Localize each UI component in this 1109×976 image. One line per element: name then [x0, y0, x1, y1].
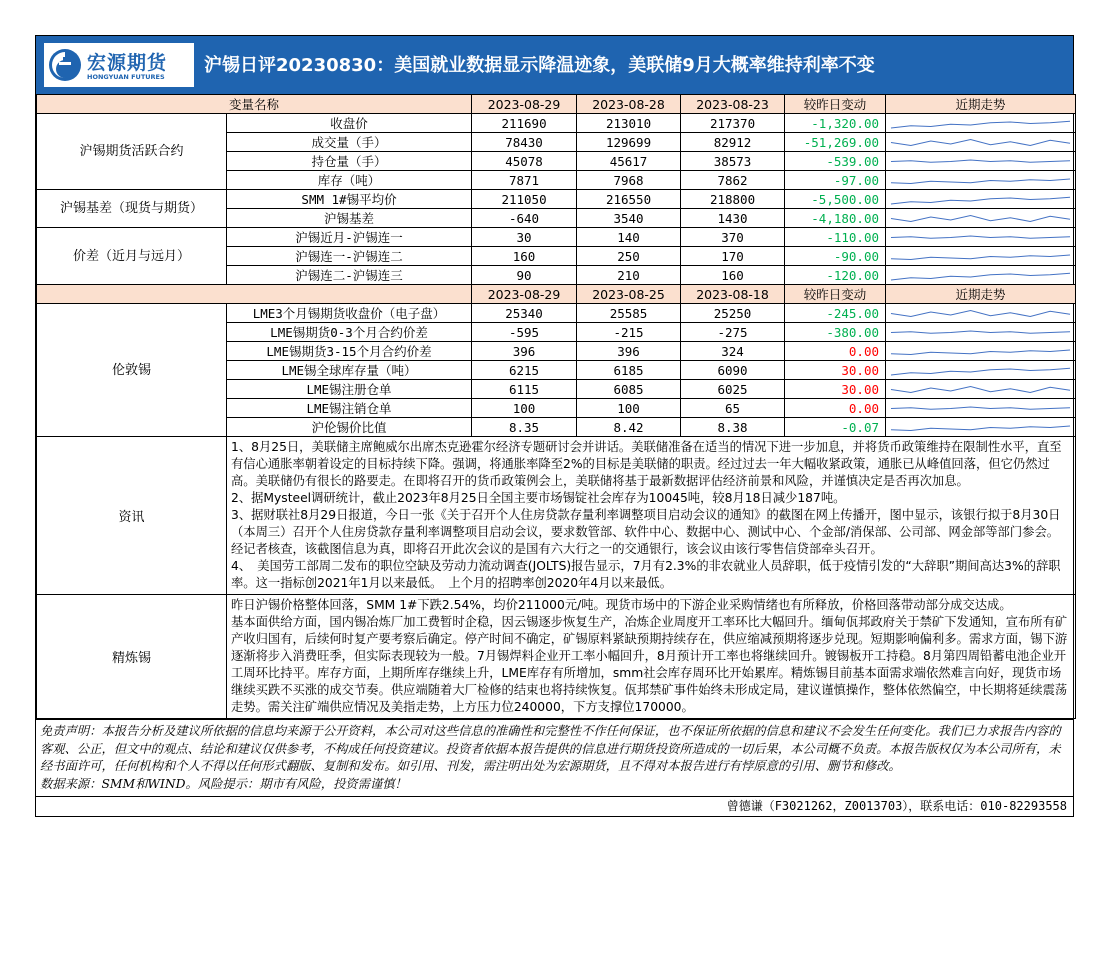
trend-sparkline: [886, 323, 1076, 342]
value-cell: 100: [472, 399, 577, 418]
sparkline-chart: [886, 267, 1075, 284]
change-cell: -4,180.00: [785, 209, 886, 228]
sparkline-line: [891, 407, 1070, 409]
change-cell: -120.00: [785, 266, 886, 285]
value-cell: 218800: [681, 190, 785, 209]
value-cell: 210: [577, 266, 681, 285]
change-cell: -90.00: [785, 247, 886, 266]
value-cell: 25250: [681, 304, 785, 323]
company-logo: [44, 43, 194, 87]
value-cell: -640: [472, 209, 577, 228]
table-row: [37, 190, 1076, 209]
value-cell: 38573: [681, 152, 785, 171]
value-cell: 6085: [577, 380, 681, 399]
value-cell: 140: [577, 228, 681, 247]
change-cell: -380.00: [785, 323, 886, 342]
sparkline-line: [891, 310, 1070, 316]
sparkline-line: [891, 121, 1070, 128]
trend-sparkline: [886, 266, 1076, 285]
news-section: [37, 437, 1076, 595]
change-cell: -0.07: [785, 418, 886, 437]
variable-name: 沪锡连二-沪锡连三: [227, 266, 472, 285]
value-cell: 78430: [472, 133, 577, 152]
variable-name: LME锡期货3-15个月合约价差: [227, 342, 472, 361]
disclaimer: [36, 719, 1073, 796]
value-cell: 8.35: [472, 418, 577, 437]
change-cell: -1,320.00: [785, 114, 886, 133]
value-cell: 396: [577, 342, 681, 361]
trend-sparkline: [886, 171, 1076, 190]
value-cell: 250: [577, 247, 681, 266]
sparkline-line: [891, 139, 1070, 145]
logo-mark-icon: [48, 48, 82, 82]
sparkline-chart: [886, 248, 1075, 265]
column-header: 2023-08-29: [472, 95, 577, 114]
sparkline-line: [891, 426, 1070, 431]
sparkline-line: [891, 350, 1070, 355]
value-cell: 7968: [577, 171, 681, 190]
logo-text: 宏源期货: [87, 52, 168, 74]
trend-sparkline: [886, 133, 1076, 152]
value-cell: 6215: [472, 361, 577, 380]
column-header: 变量名称: [37, 95, 472, 114]
variable-name: SMM 1#锡平均价: [227, 190, 472, 209]
value-cell: 45078: [472, 152, 577, 171]
variable-name: 成交量（手）: [227, 133, 472, 152]
variable-name: 沪锡连一-沪锡连二: [227, 247, 472, 266]
data-table: [36, 94, 1076, 719]
trend-sparkline: [886, 209, 1076, 228]
trend-sparkline: [886, 114, 1076, 133]
column-header: 近期走势: [886, 285, 1076, 304]
group-label: 价差（近月与远月）: [37, 228, 227, 285]
value-cell: 211690: [472, 114, 577, 133]
report-header: [36, 36, 1073, 94]
value-cell: 7862: [681, 171, 785, 190]
sparkline-chart: [886, 362, 1075, 379]
variable-name: 沪锡基差: [227, 209, 472, 228]
value-cell: 160: [681, 266, 785, 285]
sparkline-line: [891, 331, 1070, 333]
value-cell: 396: [472, 342, 577, 361]
variable-name: LME3个月锡期货收盘价（电子盘）: [227, 304, 472, 323]
column-header-blank: [37, 285, 472, 304]
refined-tin-section: [37, 595, 1076, 719]
sparkline-chart: [886, 229, 1075, 246]
paragraph: 4、 美国劳工部周二发布的职位空缺及劳动力流动调查(JOLTS)报告显示，7月有2.3%的非农就业人员辞职，低于疫情引发的“大辞职”期间高达3%的辞职率。这一指标创2021年1月以来最低。 上个月的招聘率创2020年4月以来最低。: [231, 559, 1061, 590]
sparkline-chart: [886, 172, 1075, 189]
change-cell: 30.00: [785, 361, 886, 380]
paragraph: 3、据财联社8月29日报道，今日一张《关于召开个人住房贷款存量利率调整项目启动会议的通知》的截图在网上传播开，图中显示，该银行拟于8月30日（本周三）召开个人住房贷款存量利率调整项目启动会议，要求数管部、软件中心、数据中心、测试中心、个金部/消保部、公司部、网金部等部门参会。经记者核查，该截图信息为真，即将召开此次会议的是国有六大行之一的交通银行，该会议由该行零售信贷部牵头召开。: [231, 508, 1061, 556]
paragraph: 昨日沪锡价格整体回落，SMM 1#下跌2.54%，均价211000元/吨。现货市场中的下游企业采购情绪也有所释放，价格回落带动部分成交达成。: [231, 598, 1012, 612]
column-header: 2023-08-29: [472, 285, 577, 304]
trend-sparkline: [886, 361, 1076, 380]
sparkline-chart: [886, 343, 1075, 360]
sparkline-line: [891, 386, 1070, 392]
value-cell: 6115: [472, 380, 577, 399]
column-header: 较昨日变动: [785, 285, 886, 304]
trend-sparkline: [886, 304, 1076, 323]
change-cell: -539.00: [785, 152, 886, 171]
report-title: 沪锡日评20230830：美国就业数据显示降温迹象，美联储9月大概率维持利率不变: [204, 55, 875, 76]
sparkline-line: [891, 179, 1070, 184]
value-cell: -215: [577, 323, 681, 342]
refined-tin-label: 精炼锡: [37, 595, 227, 719]
value-cell: 370: [681, 228, 785, 247]
value-cell: 3540: [577, 209, 681, 228]
sparkline-line: [891, 236, 1070, 238]
sparkline-chart: [886, 305, 1075, 322]
paragraph: 2、据Mysteel调研统计，截止2023年8月25日全国主要市场锡锭社会库存为10045吨，较8月18日减少187吨。: [231, 491, 846, 505]
column-header: 较昨日变动: [785, 95, 886, 114]
value-cell: -275: [681, 323, 785, 342]
column-header: 2023-08-25: [577, 285, 681, 304]
value-cell: 160: [472, 247, 577, 266]
change-cell: -245.00: [785, 304, 886, 323]
trend-sparkline: [886, 418, 1076, 437]
group-label: 沪锡基差（现货与期货）: [37, 190, 227, 228]
table-header-row: [37, 95, 1076, 114]
sparkline-line: [891, 273, 1070, 280]
value-cell: 7871: [472, 171, 577, 190]
variable-name: LME锡注册仓单: [227, 380, 472, 399]
sparkline-chart: [886, 419, 1075, 436]
paragraph: 基本面供给方面，国内锡冶炼厂加工费暂时企稳，因云锡逐步恢复生产，冶炼企业周度开工率环比大幅回升。缅甸佤邦政府关于禁矿下发通知，宣布所有矿产收归国有，后续何时复产要考察后确定。停产时间不确定，矿锡原料紧缺预期持续存在，供应缩减预期将逐步兑现。短期影响偏利多。需求方面，锡下游逐渐将步入消费旺季，但实际表现较为一般。7月锡焊料企业开工率小幅回升，8月预计开工率也将继续回升。镀锡板开工持稳。8月第四周铅蓄电池企业开工周环比持平。库存方面，上期所库存继续上升，LME库存有所增加，smm社会库存周环比开始累库。精炼锡目前基本面需求端依然难言向好，现货市场继续买跌不买涨的成交节奏。供应端随着大厂检修的结束也将持续恢复。佤邦禁矿事件始终未形成定局，建议谨慎操作，整体依然偏空，中长期将延续震荡走势。需关注矿端供应情况及美指走势，上方压力位240000，下方支撑位170000。: [231, 615, 1068, 714]
variable-name: 库存（吨）: [227, 171, 472, 190]
group-label: 沪锡期货活跃合约: [37, 114, 227, 190]
trend-sparkline: [886, 380, 1076, 399]
variable-name: 持仓量（手）: [227, 152, 472, 171]
sparkline-chart: [886, 400, 1075, 417]
sparkline-line: [891, 368, 1070, 375]
variable-name: LME锡期货0-3个月合约价差: [227, 323, 472, 342]
value-cell: 8.38: [681, 418, 785, 437]
variable-name: LME锡全球库存量（吨）: [227, 361, 472, 380]
variable-name: 沪伦锡价比值: [227, 418, 472, 437]
change-cell: -110.00: [785, 228, 886, 247]
report-sheet: [35, 35, 1074, 817]
refined-tin-text: [227, 595, 1076, 719]
value-cell: 170: [681, 247, 785, 266]
table-row: [37, 304, 1076, 323]
change-cell: 0.00: [785, 342, 886, 361]
sparkline-chart: [886, 115, 1075, 132]
table-header-row: [37, 285, 1076, 304]
sparkline-line: [891, 255, 1070, 260]
change-cell: -5,500.00: [785, 190, 886, 209]
logo-subtext: HONGYUAN FUTURES: [87, 73, 165, 81]
data-source-text: 数据来源：SMM和WIND。风险提示：期市有风险，投资需谨慎！: [40, 776, 407, 791]
sparkline-chart: [886, 210, 1075, 227]
trend-sparkline: [886, 399, 1076, 418]
value-cell: 6090: [681, 361, 785, 380]
value-cell: 25585: [577, 304, 681, 323]
trend-sparkline: [886, 247, 1076, 266]
column-header: 近期走势: [886, 95, 1076, 114]
value-cell: 324: [681, 342, 785, 361]
change-cell: -51,269.00: [785, 133, 886, 152]
value-cell: 129699: [577, 133, 681, 152]
value-cell: 90: [472, 266, 577, 285]
value-cell: 82912: [681, 133, 785, 152]
table-row: [37, 228, 1076, 247]
trend-sparkline: [886, 152, 1076, 171]
value-cell: 100: [577, 399, 681, 418]
value-cell: 6185: [577, 361, 681, 380]
news-label: 资讯: [37, 437, 227, 595]
analyst-contact: 曾德谦（F3021262，Z0013703），联系电话：010-82293558: [36, 796, 1073, 816]
variable-name: 收盘价: [227, 114, 472, 133]
group-label: 伦敦锡: [37, 304, 227, 437]
column-header: 2023-08-23: [681, 95, 785, 114]
value-cell: 45617: [577, 152, 681, 171]
sparkline-line: [891, 160, 1070, 162]
change-cell: -97.00: [785, 171, 886, 190]
sparkline-chart: [886, 153, 1075, 170]
value-cell: -595: [472, 323, 577, 342]
news-text: [227, 437, 1076, 595]
column-header: 2023-08-28: [577, 95, 681, 114]
table-row: [37, 114, 1076, 133]
value-cell: 8.42: [577, 418, 681, 437]
trend-sparkline: [886, 342, 1076, 361]
change-cell: 0.00: [785, 399, 886, 418]
value-cell: 25340: [472, 304, 577, 323]
value-cell: 213010: [577, 114, 681, 133]
value-cell: 65: [681, 399, 785, 418]
paragraph: 1、8月25日，美联储主席鲍威尔出席杰克逊霍尔经济专题研讨会并讲话。美联储准备在适当的情况下进一步加息，并将货币政策维持在限制性水平，直至有信心通胀率朝着设定的目标持续下降。强调，将通胀率降至2%的目标是美联储的职责。经过过去一年大幅收紧政策，通胀已从峰值回落，但它仍然过高。美联储仍有很长的路要走。在即将召开的货币政策例会上，美联储将基于最新数据评估经济前景和风险，并谨慎决定是否再次加息。: [231, 440, 1062, 488]
value-cell: 211050: [472, 190, 577, 209]
value-cell: 1430: [681, 209, 785, 228]
disclaimer-text: 免责声明：本报告分析及建议所依据的信息均来源于公开资料，本公司对这些信息的准确性和完整性不作任何保证，也不保证所依据的信息和建议不会发生任何变化。我们已力求报告内容的客观、公正，但文中的观点、结论和建议仅供参考，不构成任何投资建议。投资者依据本报告提供的信息进行期货投资所造成的一切后果，本公司概不负责。本报告版权仅为本公司所有，未经书面许可，任何机构和个人不得以任何形式翻版、复制和发布。如引用、刊发，需注明出处为宏源期货，且不得对本报告进行有悖原意的引用、删节和修改。: [40, 724, 1061, 773]
trend-sparkline: [886, 190, 1076, 209]
value-cell: 216550: [577, 190, 681, 209]
trend-sparkline: [886, 228, 1076, 247]
sparkline-chart: [886, 324, 1075, 341]
sparkline-chart: [886, 191, 1075, 208]
variable-name: 沪锡近月-沪锡连一: [227, 228, 472, 247]
sparkline-line: [891, 197, 1070, 204]
sparkline-chart: [886, 381, 1075, 398]
sparkline-chart: [886, 134, 1075, 151]
value-cell: 6025: [681, 380, 785, 399]
value-cell: 30: [472, 228, 577, 247]
value-cell: 217370: [681, 114, 785, 133]
variable-name: LME锡注销仓单: [227, 399, 472, 418]
change-cell: 30.00: [785, 380, 886, 399]
column-header: 2023-08-18: [681, 285, 785, 304]
sparkline-line: [891, 215, 1070, 221]
